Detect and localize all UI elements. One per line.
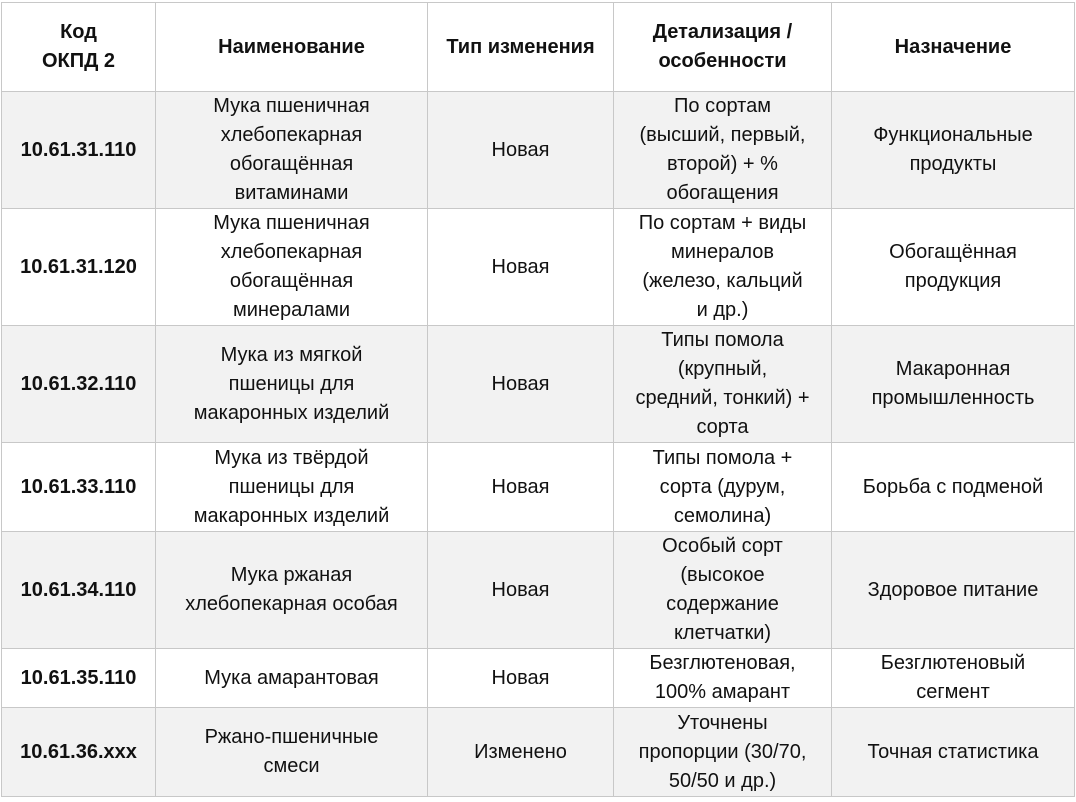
cell-code: 10.61.32.110 bbox=[2, 326, 156, 443]
table-row bbox=[2, 649, 1075, 708]
table-row bbox=[2, 209, 1075, 326]
cell-purpose: Безглютеновый сегмент bbox=[832, 649, 1075, 708]
table-row bbox=[2, 92, 1075, 209]
cell-name: Мука амарантовая bbox=[156, 649, 428, 708]
cell-name: Мука ржаная хлебопекарная особая bbox=[156, 532, 428, 649]
cell-name: Мука пшеничная хлебопекарная обогащённая минералами bbox=[156, 209, 428, 326]
cell-code: 10.61.33.110 bbox=[2, 443, 156, 532]
table-row bbox=[2, 708, 1075, 797]
table-row bbox=[2, 532, 1075, 649]
okpd-table bbox=[1, 2, 1075, 797]
cell-detail: По сортам (высший, первый, второй) + % обогащения bbox=[614, 92, 832, 209]
cell-change-type: Новая bbox=[428, 443, 614, 532]
cell-change-type: Новая bbox=[428, 532, 614, 649]
cell-purpose: Функциональные продукты bbox=[832, 92, 1075, 209]
header-change-type: Тип изменения bbox=[428, 3, 614, 92]
table-header bbox=[2, 3, 1075, 92]
cell-name: Мука из твёрдой пшеницы для макаронных изделий bbox=[156, 443, 428, 532]
cell-purpose: Борьба с подменой bbox=[832, 443, 1075, 532]
cell-purpose: Здоровое питание bbox=[832, 532, 1075, 649]
cell-detail: Типы помола + сорта (дурум, семолина) bbox=[614, 443, 832, 532]
table-body bbox=[2, 92, 1075, 797]
header-detail: Детализация / особенности bbox=[614, 3, 832, 92]
cell-name: Ржано-пшеничные смеси bbox=[156, 708, 428, 797]
cell-detail: Типы помола (крупный, средний, тонкий) + сорта bbox=[614, 326, 832, 443]
cell-purpose: Обогащённая продукция bbox=[832, 209, 1075, 326]
header-name: Наименование bbox=[156, 3, 428, 92]
cell-change-type: Новая bbox=[428, 92, 614, 209]
table-row bbox=[2, 443, 1075, 532]
header-code: Код ОКПД 2 bbox=[2, 3, 156, 92]
cell-change-type: Новая bbox=[428, 209, 614, 326]
table-row bbox=[2, 326, 1075, 443]
cell-detail: Уточнены пропорции (30/70, 50/50 и др.) bbox=[614, 708, 832, 797]
cell-code: 10.61.34.110 bbox=[2, 532, 156, 649]
cell-name: Мука пшеничная хлебопекарная обогащённая витаминами bbox=[156, 92, 428, 209]
cell-purpose: Точная статистика bbox=[832, 708, 1075, 797]
header-row bbox=[2, 3, 1075, 92]
cell-detail: По сортам + виды минералов (железо, кальций и др.) bbox=[614, 209, 832, 326]
cell-code: 10.61.35.110 bbox=[2, 649, 156, 708]
cell-code: 10.61.36.xxx bbox=[2, 708, 156, 797]
header-purpose: Назначение bbox=[832, 3, 1075, 92]
cell-name: Мука из мягкой пшеницы для макаронных изделий bbox=[156, 326, 428, 443]
cell-purpose: Макаронная промышленность bbox=[832, 326, 1075, 443]
cell-code: 10.61.31.120 bbox=[2, 209, 156, 326]
cell-detail: Безглютеновая, 100% амарант bbox=[614, 649, 832, 708]
cell-change-type: Новая bbox=[428, 326, 614, 443]
cell-change-type: Изменено bbox=[428, 708, 614, 797]
cell-change-type: Новая bbox=[428, 649, 614, 708]
cell-detail: Особый сорт (высокое содержание клетчатки) bbox=[614, 532, 832, 649]
cell-code: 10.61.31.110 bbox=[2, 92, 156, 209]
